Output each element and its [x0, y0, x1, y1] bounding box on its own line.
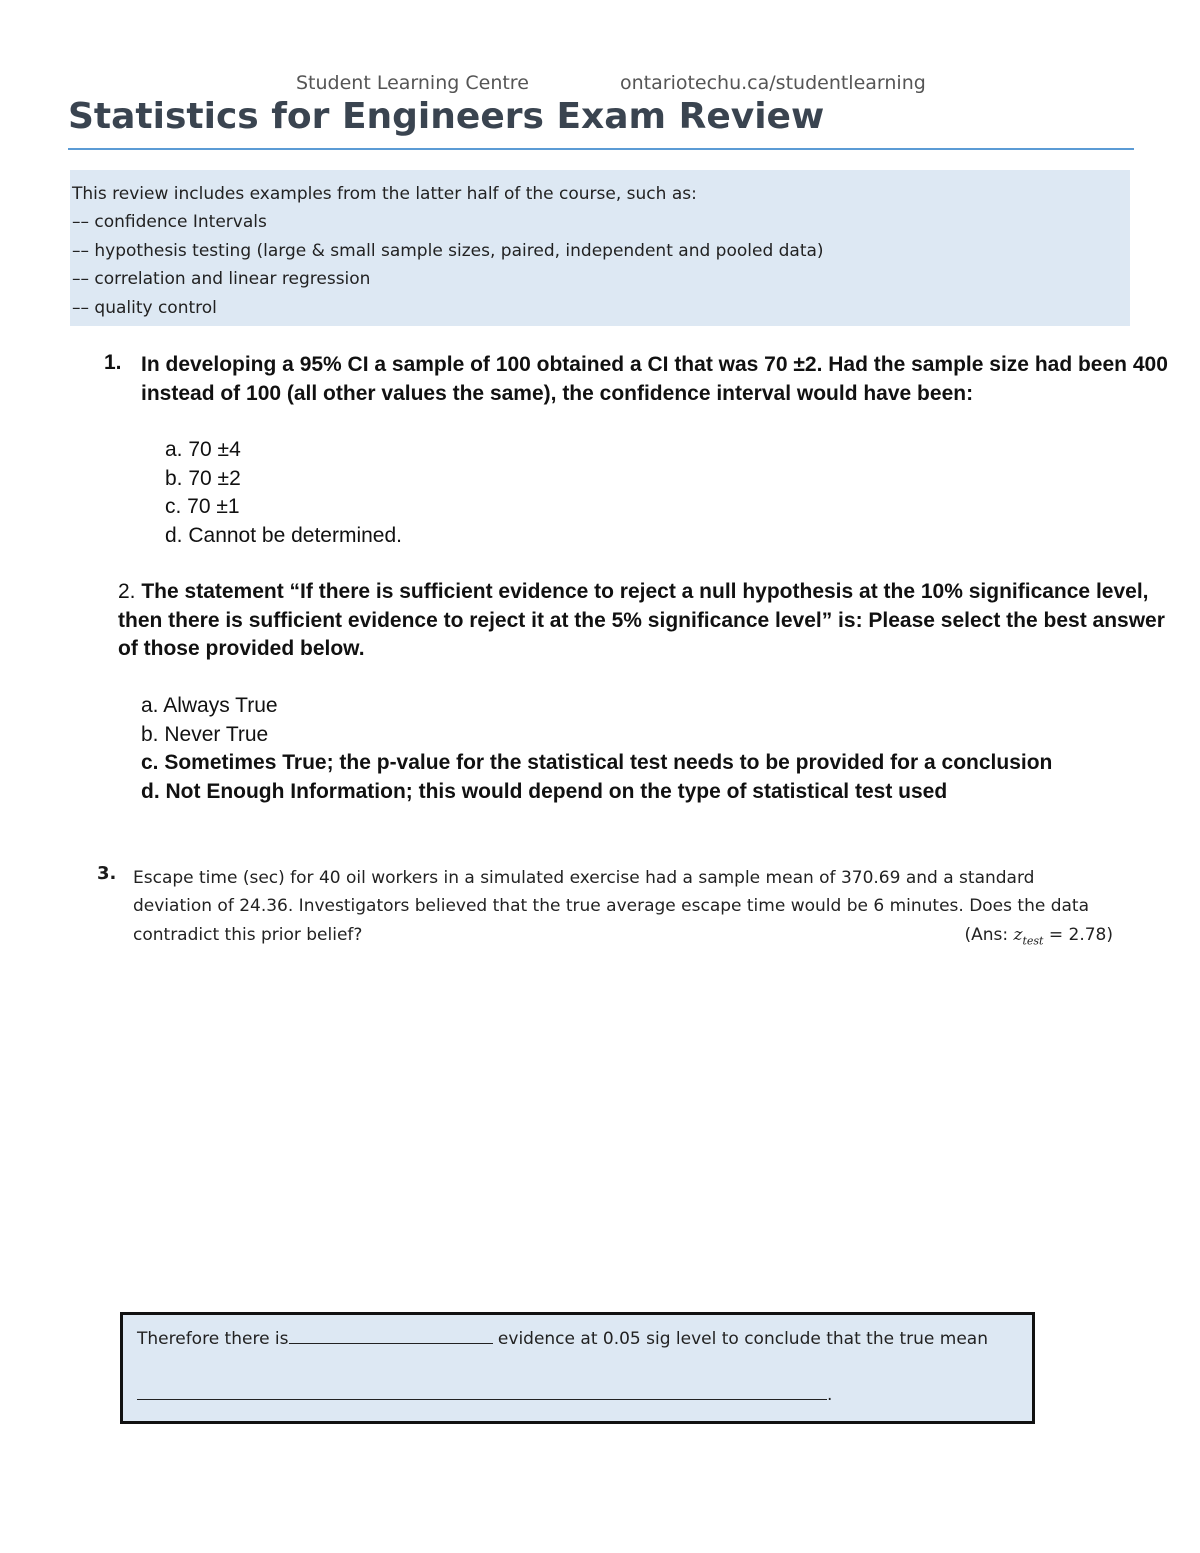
question-1-number: 1.	[104, 351, 122, 374]
question-line: deviation of 24.36. Investigators believed that the true average escape time would be 6 minutes. Does the data	[133, 896, 1089, 917]
question-2-number: 2.	[118, 580, 136, 603]
answer-hint	[964, 921, 1113, 955]
question-line: instead of 100 (all other values the same), the confidence interval would have been:	[141, 381, 974, 405]
intro-line: –– quality control	[72, 297, 217, 318]
question-1-text	[141, 351, 1168, 408]
question-3-text	[133, 864, 1113, 949]
question-2-options	[141, 692, 1052, 806]
option-d: d. Cannot be determined.	[165, 523, 402, 547]
conclusion-text-end: evidence at 0.05 sig level to conclude that the true mean	[492, 1329, 988, 1349]
intro-line: –– confidence Intervals	[72, 212, 267, 233]
title-divider	[68, 148, 1134, 150]
answer-prefix: (Ans:	[964, 924, 1014, 945]
option-b: b. 70 ±2	[165, 466, 241, 490]
conclusion-box	[120, 1312, 1035, 1424]
option-a: a. 70 ±4	[165, 438, 241, 461]
question-line: Escape time (sec) for 40 oil workers in a simulated exercise had a sample mean of 370.69 and a standard	[133, 868, 1035, 888]
question-3-number: 3.	[97, 863, 117, 884]
header-org-name: Student Learning Centre	[296, 72, 529, 94]
intro-line: This review includes examples from the latter half of the course, such as:	[72, 184, 697, 204]
option-c: c. Sometimes True; the p-value for the statistical test needs to be provided for a conclusion	[141, 751, 1053, 775]
conclusion-period: .	[827, 1385, 833, 1405]
intro-line: –– hypothesis testing (large & small sample sizes, paired, independent and pooled data)	[72, 240, 824, 261]
question-line-text: contradict this prior belief?	[133, 924, 363, 945]
intro-line: –– correlation and linear regression	[72, 269, 371, 290]
question-line	[133, 921, 1113, 949]
answer-value: = 2.78	[1043, 924, 1107, 945]
evidence-blank[interactable]	[289, 1325, 493, 1344]
option-b: b. Never True	[141, 722, 269, 746]
true-mean-blank[interactable]	[137, 1381, 827, 1400]
intro-box	[70, 170, 1130, 326]
option-a: a. Always True	[141, 694, 278, 717]
option-d: d. Not Enough Information; this would depend on the type of statistical test used	[141, 779, 948, 803]
question-line	[118, 578, 1149, 607]
question-line-text: The statement “If there is sufficient evidence to reject a null hypothesis at the 10% significance level,	[135, 580, 1149, 603]
option-c: c. 70 ±1	[165, 495, 240, 519]
question-2-text	[118, 578, 1165, 664]
conclusion-line-2	[137, 1381, 832, 1405]
header-url: ontariotechu.ca/studentlearning	[620, 72, 926, 94]
question-line: then there is sufficient evidence to reject it at the 5% significance level” is: Please select the best answer	[118, 608, 1165, 632]
answer-variable: z	[1013, 924, 1023, 945]
question-line: of those provided below.	[118, 637, 365, 661]
conclusion-text-start: Therefore there is	[137, 1329, 289, 1349]
question-line: In developing a 95% CI a sample of 100 obtained a CI that was 70 ±2. Had the sample size had been 400	[141, 353, 1168, 376]
conclusion-line-1	[137, 1325, 988, 1349]
answer-subscript: test	[1022, 934, 1044, 948]
page-title: Statistics for Engineers Exam Review	[68, 96, 825, 137]
answer-suffix: )	[1106, 924, 1113, 945]
question-1-options	[165, 436, 402, 550]
